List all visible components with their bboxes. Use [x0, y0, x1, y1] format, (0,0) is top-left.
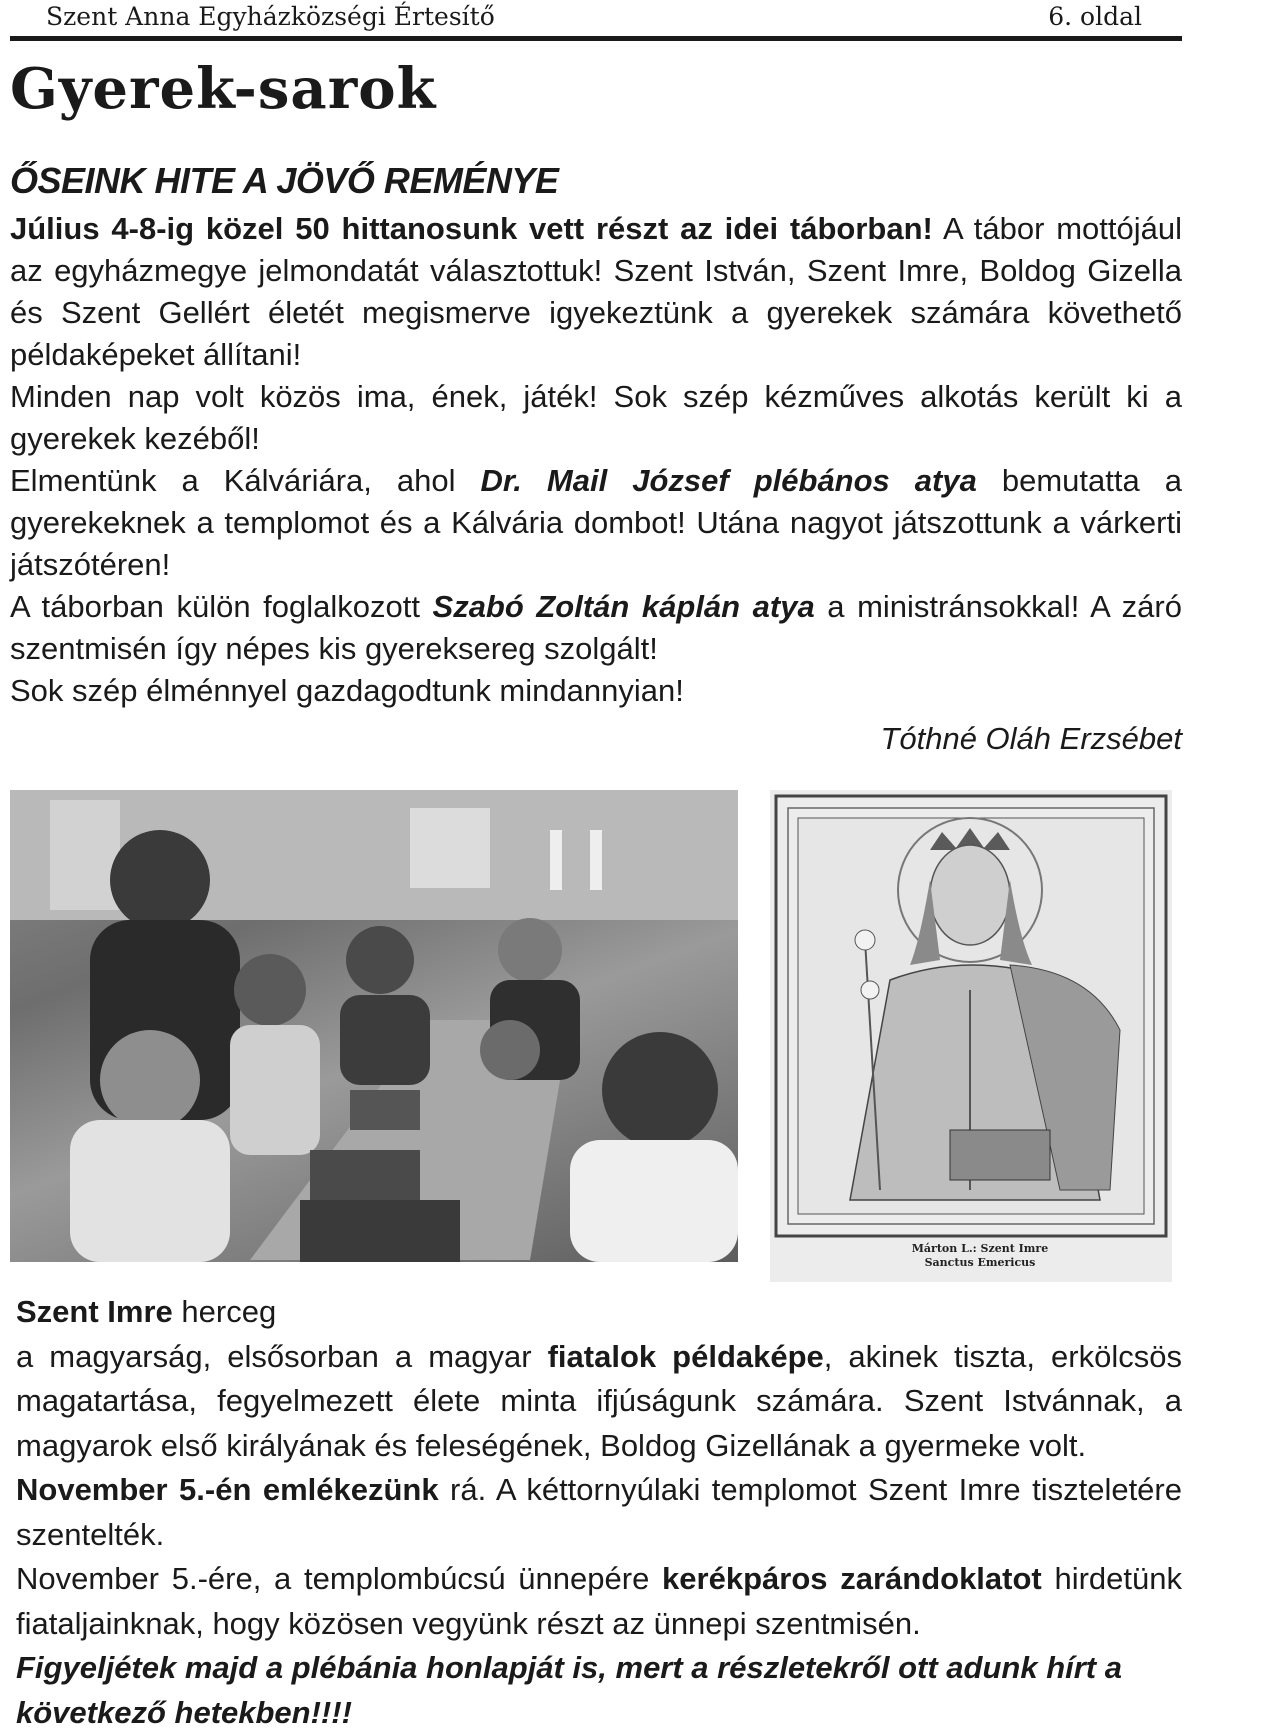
article-paragraph: [16, 1646, 1182, 1735]
article-headline: ŐSEINK HITE A JÖVŐ REMÉNYE: [10, 160, 559, 201]
chaplain-name: Szabó Zoltán káplán atya: [432, 589, 815, 624]
page-number: 6. oldal: [1048, 2, 1142, 31]
header-rule: [10, 36, 1182, 41]
running-header: [10, 0, 1182, 36]
article-paragraph: Elmentünk a Kálváriára, ahol Dr. Mail József plébános atya bemutatta a gyerekeknek a templomot és a Kálvária dombot! Utána nagyot játszottunk a várkerti játszótéren!: [10, 463, 1182, 582]
article-paragraph: A táborban külön foglalkozott Szabó Zoltán káplán atya a ministránsokkal! A záró szentmisén így népes kis gyereksereg szolgált!: [10, 589, 1182, 666]
priest-name: Dr. Mail József plébános atya: [480, 463, 977, 498]
article-paragraph: Július 4-8-ig közel 50 hittanosunk vett részt az idei táborban! A tábor mottójául az egyházmegye jelmondatát választottuk! Szent István, Szent Imre, Boldog Gizella és Szent Gellért életét megismerve igyekeztünk a gyerekek számára követhető példaképeket állítani!: [10, 211, 1182, 372]
closing-notice: Figyeljétek majd a plébánia honlapját is, mert a részletekről ott adunk hírt a következő hetekben!!!!: [16, 1650, 1122, 1730]
saint-imre-portrait: [770, 790, 1172, 1282]
article-paragraph: Sok szép élménnyel gazdagodtunk mindannyian!: [10, 673, 684, 708]
author-signature: Tóthné Oláh Erzsébet: [880, 721, 1182, 756]
camp-photo: [10, 790, 738, 1262]
article-paragraph: Minden nap volt közös ima, ének, játék! Sok szép kézműves alkotás került ki a gyerekek kezéből!: [10, 379, 1182, 456]
camp-article: [10, 208, 1182, 760]
section-title: Gyerek-sarok: [10, 56, 437, 122]
article-paragraph: November 5.-én emlékezünk rá. A kéttornyúlaki templomot Szent Imre tiszteletére szentelték.: [16, 1472, 1182, 1552]
publication-name: Szent Anna Egyházközségi Értesítő: [46, 2, 495, 31]
portrait-caption: Márton L.: Szent Imre Sanctus Emericus: [911, 1242, 1049, 1269]
bold-lead: Július 4-8-ig közel 50 hittanosunk vett részt az idei táborban!: [10, 211, 933, 246]
article-paragraph: November 5.-ére, a templombúcsú ünnepére kerékpáros zarándoklatot hirdetünk fiataljainknak, hogy közösen vegyünk részt az ünnepi szentmisén.: [16, 1561, 1182, 1641]
article-paragraph: a magyarság, elsősorban a magyar fiatalok példaképe, akinek tiszta, erkölcsös magatartása, fegyelmezett élete minta ifjúságunk számára. Szent Istvánnak, a magyarok első királyának és feleségének, Boldog Gizellának a gyermeke volt.: [16, 1338, 1182, 1463]
article-title: Szent Imre herceg: [16, 1294, 277, 1329]
saint-imre-article: [16, 1290, 1182, 1735]
